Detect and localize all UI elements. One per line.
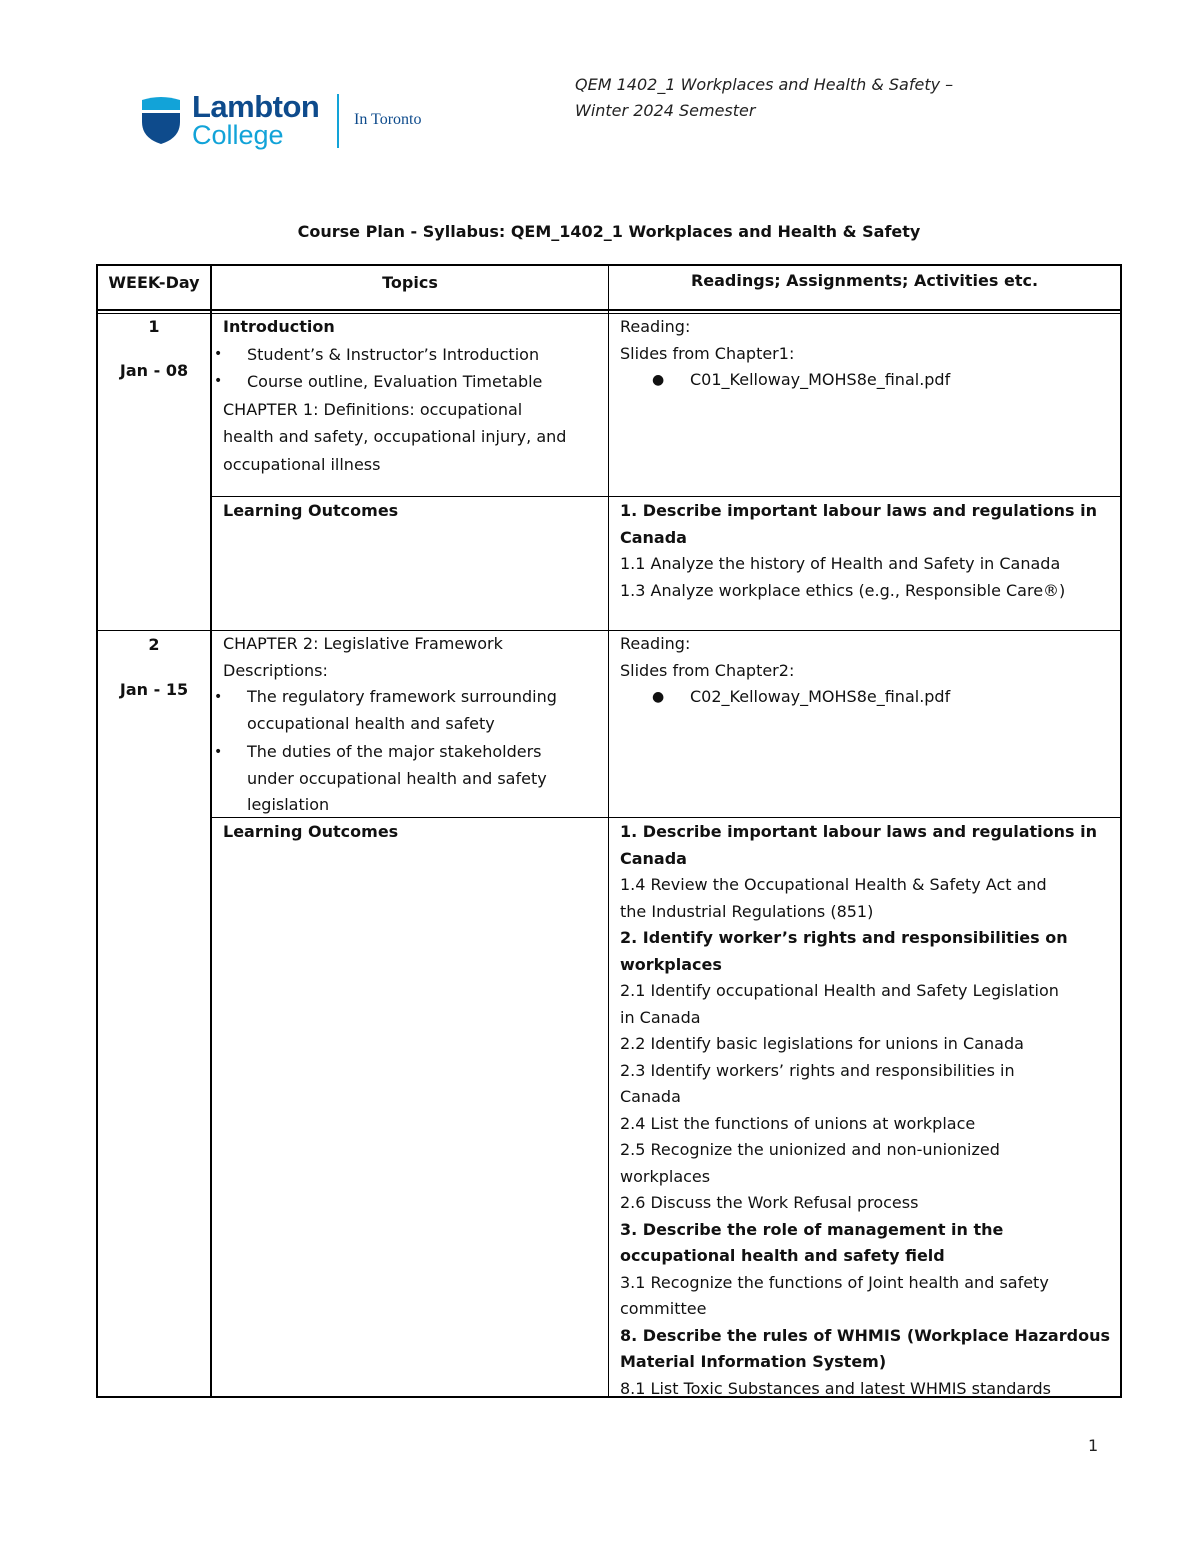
week1-reading-files: [620, 367, 1115, 394]
table-rule: [1120, 264, 1122, 1398]
bullet-icon: ●: [652, 372, 665, 388]
outcome-line: 1.3 Analyze workplace ethics (e.g., Responsible Care®): [620, 580, 1066, 600]
week1-chapter-line: occupational illness: [223, 454, 381, 474]
week1-outcomes: [620, 498, 1115, 604]
outcome-line: 2.1 Identify occupational Health and Safety Legislation: [620, 981, 1059, 1000]
table-rule: [96, 264, 1122, 266]
outcome-line: 2.4 List the functions of unions at workplace: [620, 1113, 976, 1133]
week2-topic-bullets: [214, 684, 603, 819]
page-title: Course Plan - Syllabus: QEM_1402_1 Workplaces and Health & Safety: [297, 222, 921, 241]
outcome-line: 8.1 List Toxic Substances and latest WHMIS standards: [620, 1378, 1051, 1398]
lambton-college-logo: [140, 89, 440, 152]
bullet-icon: •: [214, 744, 223, 760]
outcome-line: 2.3 Identify workers’ rights and responsibilities in: [620, 1060, 1015, 1080]
outcome-line: Canada: [620, 1087, 681, 1106]
outcome-line: 2.5 Recognize the unionized and non-unionized: [620, 1140, 1000, 1159]
bullet-icon: •: [214, 689, 223, 705]
week2-readings: [620, 631, 1115, 711]
week1-topics: [214, 313, 603, 478]
table-rule: [96, 264, 98, 1398]
week2-topics: [214, 631, 603, 819]
outcome-line: workplaces: [620, 954, 722, 974]
bullet-icon: •: [214, 373, 223, 389]
page-number: 1: [1088, 1436, 1099, 1455]
outcome-line: 3.1 Recognize the functions of Joint health and safety: [620, 1272, 1049, 1292]
logo-name: Lambton: [192, 89, 320, 124]
bullet-icon: ●: [652, 689, 665, 705]
week1-readings: [620, 314, 1115, 394]
course-plan-table: [96, 264, 1122, 1398]
outcome-line: Canada: [620, 527, 687, 547]
table-rule: [210, 264, 212, 1398]
week2-chapter: CHAPTER 2: Legislative Framework: [223, 634, 503, 653]
outcome-line: 1.4 Review the Occupational Health & Safety Act and: [620, 875, 1047, 894]
week2-date: Jan - 15: [119, 680, 189, 699]
week1-chapter-line: health and safety, occupational injury, and: [223, 427, 567, 446]
outcome-line: 2.6 Discuss the Work Refusal process: [620, 1193, 919, 1212]
header-topics: Topics: [382, 273, 438, 292]
outcome-line: in Canada: [620, 1007, 701, 1027]
week1-chapter-line: CHAPTER 1: Definitions: occupational: [223, 399, 523, 419]
course-header-line1: QEM 1402_1 Workplaces and Health & Safety –: [575, 75, 954, 94]
table-rule: [608, 264, 609, 1398]
week1-reading-slides: Slides from Chapter1:: [620, 343, 795, 363]
list-item: ● C02_Kelloway_MOHS8e_final.pdf: [620, 684, 1115, 711]
course-header-line2: Winter 2024 Semester: [575, 101, 756, 120]
table-rule: [96, 309, 1122, 311]
week1-learning-outcomes-label: Learning Outcomes: [223, 501, 399, 520]
week1-topic-bullets: [214, 341, 603, 396]
outcome-line: committee: [620, 1299, 707, 1318]
outcome-line: 3. Describe the role of management in the: [620, 1219, 1004, 1239]
week2-reading-files: [620, 684, 1115, 711]
outcome-line: occupational health and safety field: [620, 1246, 945, 1265]
week1-reading-heading: Reading:: [620, 317, 691, 336]
outcome-line: workplaces: [620, 1166, 711, 1186]
list-item: • The duties of the major stakeholders under occupational health and safety legislation: [223, 739, 603, 819]
header-week-day: WEEK-Day: [108, 273, 200, 292]
outcome-line: 1.1 Analyze the history of Health and Safety in Canada: [620, 554, 1061, 573]
week1-number: 1: [148, 317, 160, 336]
header-readings: Readings; Assignments; Activities etc.: [690, 271, 1039, 290]
week2-learning-outcomes-label: Learning Outcomes: [223, 822, 399, 841]
logo-college: College: [192, 120, 284, 150]
list-item: ● C01_Kelloway_MOHS8e_final.pdf: [620, 367, 1115, 394]
outcome-line: 1. Describe important labour laws and regulations in: [620, 501, 1098, 520]
week2-reading-heading: Reading:: [620, 634, 691, 653]
week2-outcomes: [620, 819, 1115, 1402]
logo-location: In Toronto: [354, 111, 422, 128]
week2-number: 2: [148, 635, 160, 654]
outcome-line: 2.2 Identify basic legislations for unions in Canada: [620, 1034, 1024, 1053]
outcome-line: Canada: [620, 848, 687, 868]
outcome-line: 2. Identify worker’s rights and responsibilities on: [620, 928, 1068, 947]
week2-reading-slides: Slides from Chapter2:: [620, 660, 795, 680]
shield-icon: [140, 94, 182, 144]
list-item: • Student’s & Instructor’s Introduction: [223, 341, 603, 369]
outcome-line: the Industrial Regulations (851): [620, 901, 874, 921]
outcome-line: 1. Describe important labour laws and regulations in: [620, 822, 1098, 841]
week2-descriptions: Descriptions:: [223, 660, 328, 680]
outcome-line: 8. Describe the rules of WHMIS (Workplace Hazardous: [620, 1325, 1110, 1345]
bullet-icon: •: [214, 345, 223, 362]
course-header: [575, 72, 1035, 124]
table-rule: [210, 496, 1122, 497]
list-item: • The regulatory framework surrounding occupational health and safety: [223, 684, 603, 737]
week1-date: Jan - 08: [119, 361, 189, 380]
list-item: • Course outline, Evaluation Timetable: [223, 368, 603, 396]
logo-divider: [337, 94, 339, 148]
outcome-line: Material Information System): [620, 1352, 887, 1371]
week1-topic-heading: Introduction: [223, 317, 335, 336]
